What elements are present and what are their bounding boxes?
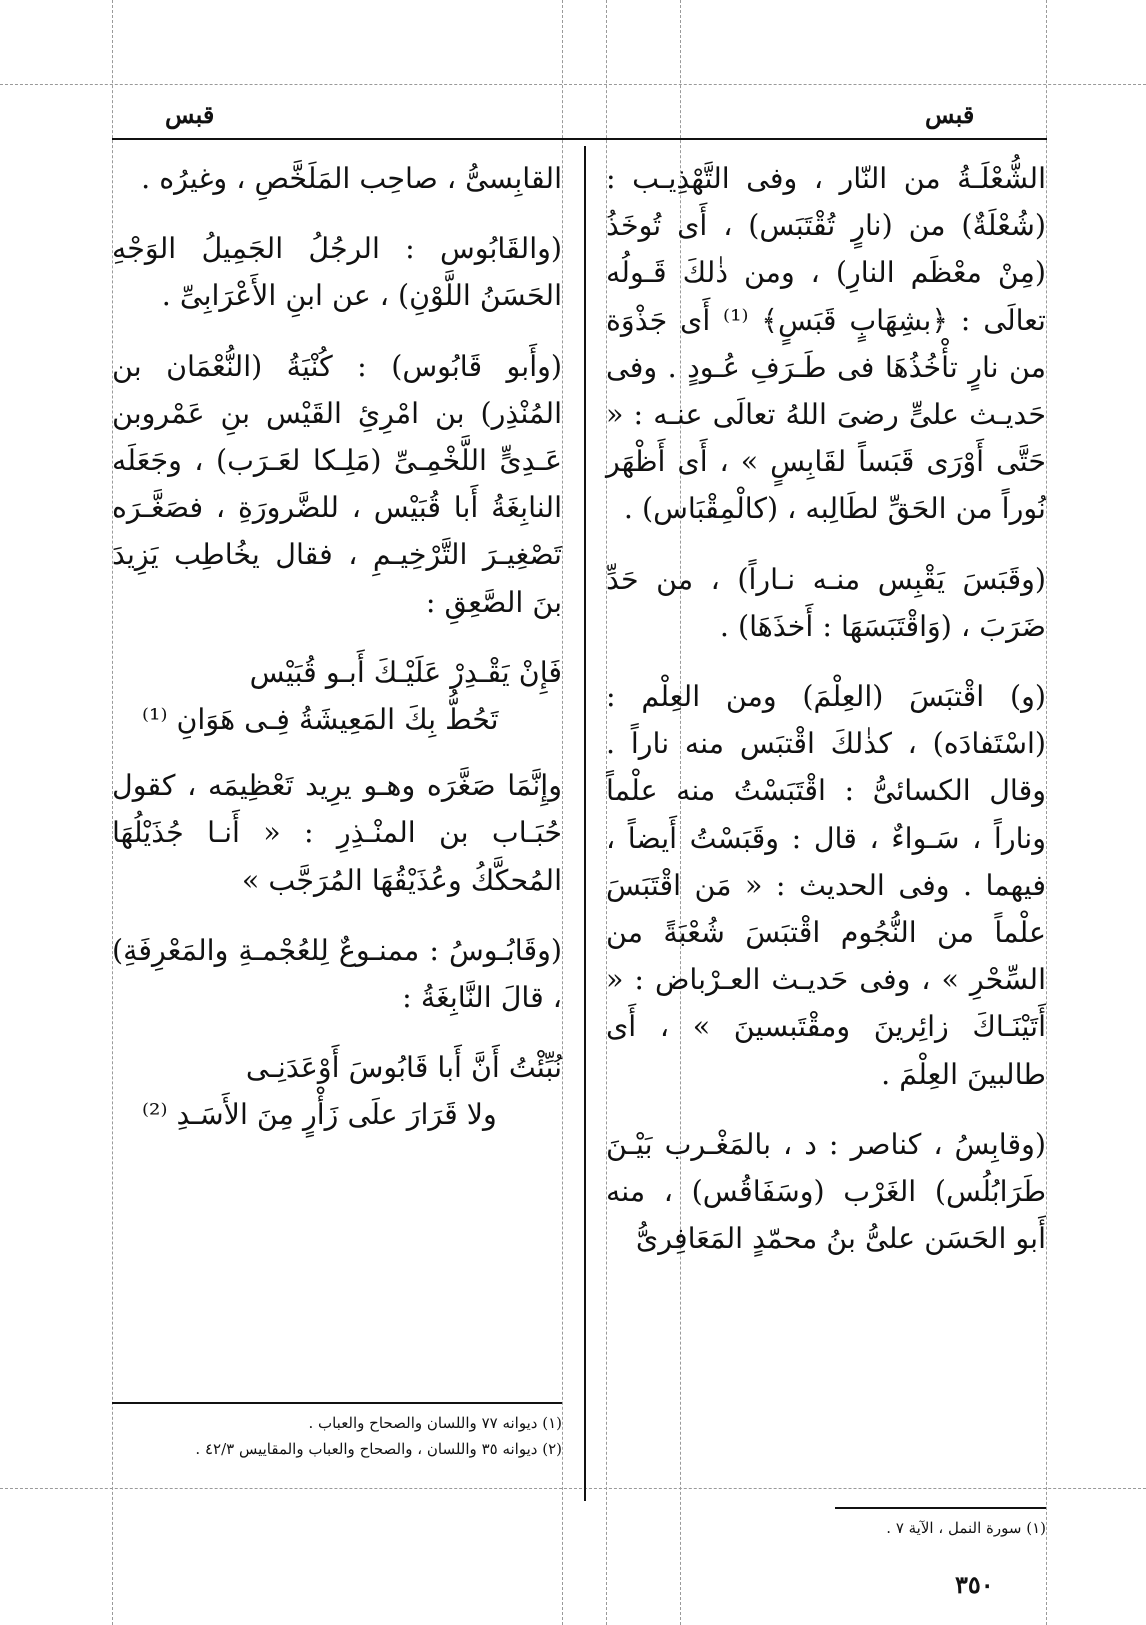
footnote: (١) ديوانه ٧٧ واللسان والصحاح والعباب . — [308, 1414, 562, 1432]
entry-paragraph: (وأَبو قَابُوس) : كُنْيَةُ (النُّعْمَان بن المُنْذِر) بن امْرِئِ القَيْس بنِ عَمْروبن عَـدِىٍّ اللَّخْمِـىِّ (مَلِـكا لعَـرَب) ، وجَعَلَه النابِغَةُ أَبا قُبَيْس ، للضَّرورَةِ ، فصَغَّـرَه تَصْغِيـرَ التَّرْخِيـمِ ، فقال يخُاطِب يَزِيدَ بنَ الصَّعِقِ : — [112, 349, 562, 619]
poetry-verse — [112, 649, 562, 743]
guide-line — [562, 0, 563, 1625]
header-rule — [112, 138, 1047, 140]
entry-paragraph: (وقابِسُ ، كناصر : د ، بالمَغْـرب بَيْـنَ طَرَابُلُس) الغَرْب (وسَفَاقُس) ، منه أَبو الحَسَن علىُّ بنُ محمّدٍ المَعَافِرىُّ — [606, 1127, 1046, 1256]
verse-hemistich: ولا قَرَارَ علَى زَأْرٍ مِنَ الأَسَـدِ ⁽²⁾ — [142, 1098, 497, 1132]
poetry-verse — [112, 1044, 562, 1138]
entry-paragraph: (وقَابُـوسُ : ممنـوعٌ لِلعُجْمـةِ والمَعْرِفَةِ) ، قالَ النَّابِغَةُ : — [112, 933, 562, 1015]
column-divider — [584, 146, 586, 1501]
footnote: (٢) ديوانه ٣٥ واللسان ، والصحاح والعباب والمقاييس ٤٢/٣ . — [195, 1440, 562, 1458]
page-number: ٣٥٠ — [955, 1570, 994, 1599]
entry-paragraph: الشُّعْلَـةُ من النّار ، وفى التَّهْذِيـب : (شُعْلَةٌ) من (نارٍ تُقْتَبَس) ، أَى تُوخَذُ (مِنْ معْظَم النارِ) ، ومن ذٰلكَ قَـولُه تعالَى : ﴿بشِهَابٍ قَبَسٍ﴾ ⁽¹⁾ أَى جَذْوَة من نارٍ تأْخُذُهَا فى طَـرَفِ عُـودٍ . وفى حَديـث علىٍّ رضىَ اللهُ تعالَى عنـه : « حَتَّى أَوْرَى قَبَساً لقَابِسٍ » ، أَى أَظْهَر نُوراً من الحَقِّ لطَالِبه ، (كالْمِقْبَاس) . — [606, 162, 1046, 526]
verse-hemistich: تَحُطُّ بِكَ المَعِيشَةُ فِـى هَوَانِ ⁽¹⁾ — [142, 703, 499, 737]
header-right: قبس — [925, 100, 975, 129]
header-left: قبس — [165, 100, 215, 129]
verse-hemistich: فَإِنْ يَقْـدِرْ عَلَيْـكَ أَبـو قُبَيْس — [249, 655, 562, 689]
footnote: (١) سورة النمل ، الآية ٧ . — [886, 1519, 1046, 1537]
guide-line — [1046, 0, 1047, 1625]
guide-line — [0, 1488, 1146, 1489]
entry-paragraph: (وقَبَسَ يَقْبِس منـه نـاراً) ، من حَدِّ ضَرَبَ ، (وَاقْتَبَسَهَا : أَخذَهَا) . — [606, 562, 1046, 643]
entry-paragraph: وإِنَّمَا صَغَّرَه وهـو يرِيد تَعْظِيمَه ، كقول حُبَـاب بن المنْـذِرِ : « أَنـا جُذَيْلُهَا المُحكَّكُ وعُذَيْقُهَا المُرَجَّب » — [112, 769, 562, 897]
footnote-rule — [112, 1402, 562, 1404]
verse-hemistich: نُبِّئْتُ أَنَّ أَبا قَابُوسَ أَوْعَدَنِـى — [245, 1051, 562, 1085]
guide-line — [0, 84, 1146, 85]
entry-paragraph: القابِسىُّ ، صاحِب المَلَخَّصِ ، وغيرُه . — [141, 162, 562, 195]
footnote-rule — [835, 1507, 1046, 1509]
entry-paragraph: (والقَابُوس : الرجُلُ الجَمِيلُ الوَجْهِ الحَسَنُ اللَّوْنِ) ، عن ابنِ الأَعْرَابِىِّ . — [112, 232, 562, 313]
right-column — [606, 155, 1046, 1285]
entry-paragraph: (و) اقْتبَسَ (العِلْمَ) ومن العِلْم : (اسْتَفادَه) ، كذٰلكَ اقْتبَس منه ناراً . وقال الكسائىُّ : اقْتَبَسْتُ منه علْماً وناراً ، سَـواءٌ ، قال : وقَبَسْتُ أَيضاً ، فيهما . وفى الحديث : « مَن اقْتَبَسَ علْماً من النُّجُوم اقْتبَسَ شُعْبَةً من السِّحْرِ » ، وفى حَديـث العـرْباض : « أَتَيْنَـاكَ زائِرينَ ومقْتَبسينَ » ، أَى طالبينَ العِلْمَ . — [606, 680, 1046, 1091]
left-column — [112, 155, 562, 1158]
